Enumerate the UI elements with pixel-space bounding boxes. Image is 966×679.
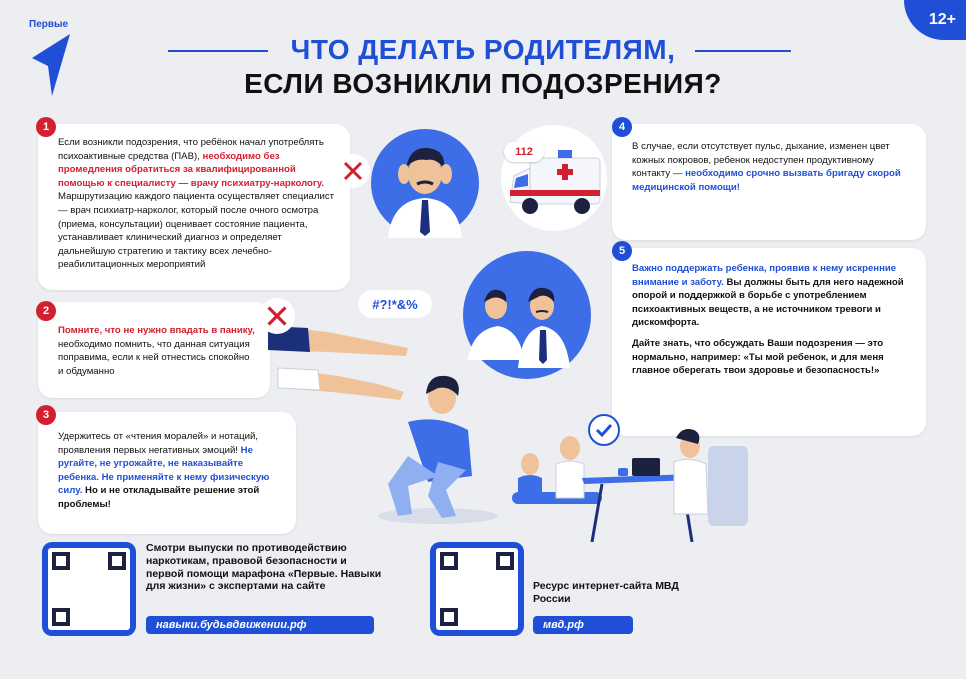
step-3-number: 3	[36, 405, 56, 425]
mvd-text: Ресурс интернет-сайта МВД России	[533, 580, 679, 605]
cross-mark-icon-2	[258, 297, 296, 335]
page-title-line1: ЧТО ДЕЛАТЬ РОДИТЕЛЯМ,	[290, 34, 676, 65]
page-title-line2: ЕСЛИ ВОЗНИКЛИ ПОДОЗРЕНИЯ?	[244, 68, 722, 99]
emergency-number: 112	[515, 146, 533, 158]
step-1-text-a: Если возникли подозрения, что ребёнок начал употреблять психоактивные средства (ПАВ),	[58, 137, 324, 162]
mvd-site-link[interactable]: мвд.рф	[533, 616, 633, 634]
step-2-card	[38, 302, 270, 398]
step-2-text: необходимо помнить, что данная ситуация поправима, если к ней отнестись спокойно и обдуманно	[58, 338, 250, 377]
step-1-text-highlight: необходимо без промедления обратиться за квалифицированной помощью к специалисту — врачу психиатру-наркологу.	[58, 150, 325, 189]
sad-teen-illustration	[368, 366, 498, 528]
step-3-card	[38, 412, 296, 534]
step-4-text: В случае, если отсутствует пульс, дыхание, изменен цвет кожных покровов, ребенок недоступен продуктивному контакту —	[632, 141, 890, 180]
navyki-site-link[interactable]: навыки.будьвдвижении.рф	[146, 616, 374, 634]
step-4-text-highlight: необходимо срочно вызвать бригаду скорой медицинской помощи!	[632, 168, 901, 193]
logo-text: Первые	[29, 19, 69, 30]
emergency-number-badge	[504, 142, 544, 162]
step-5-text-highlight: Важно поддержать ребенка, проявив к нему искренние внимание и заботу.	[632, 263, 897, 288]
qr-corner-tl	[52, 552, 70, 570]
step-3-text-a: Удержитесь от «чтения моралей» и нотаций, проявления первых негативных эмоций!	[58, 431, 258, 456]
qr2-corner-tr	[496, 552, 514, 570]
step-2-text-highlight: Помните, что не нужно впадать в панику,	[58, 325, 255, 336]
qr2-corner-bl	[440, 608, 458, 626]
clinic-consultation-illustration	[512, 418, 762, 542]
cross-mark-icon	[335, 153, 371, 189]
qr2-corner-tl	[440, 552, 458, 570]
qr-corner-bl	[52, 608, 70, 626]
step-2-number: 2	[36, 301, 56, 321]
step-5-text-b: Дайте знать, что обсуждать Ваши подозрения — это нормально, например: «Ты мой ребенок, и для меня главное оберегать твои здоровье и безопасность!»	[632, 338, 884, 377]
parent-child-conversation-illustration	[462, 250, 592, 380]
step-5-card	[612, 248, 926, 436]
step-5-number: 5	[612, 241, 632, 261]
qr-code-navyki[interactable]	[42, 542, 136, 636]
step-3-text-b: Но и не откладывайте решение этой проблемы!	[58, 485, 260, 511]
swear-speech-bubble	[358, 290, 432, 318]
swear-symbols: #?!*&%	[372, 296, 418, 312]
step-4-number: 4	[612, 117, 632, 137]
step-4-card	[612, 124, 926, 240]
step-3-text-highlight: Не ругайте, не угрожайте, не наказывайте ребенка. Не применяйте к нему физическую силу.	[58, 444, 270, 497]
ambulance-illustration	[500, 124, 608, 232]
worried-father-illustration	[370, 128, 480, 238]
promo-text: Смотри выпуски по противодействию наркотикам, правовой безопасности и первой помощи марафона «Первые. Навыки для жизни» с экспертами на сайте	[146, 542, 382, 593]
age-rating-badge: 12+	[904, 0, 966, 40]
checkmark-icon	[588, 414, 620, 446]
step-1-number: 1	[36, 117, 56, 137]
step-1-text-b: Маршрутизацию каждого пациента осуществляет специалист — врач психиатр-нарколог, который после очного осмотра (приема, консультации) оценивает состояние пациента, устанавливает клинический диагноз и определяет дальнейшую стратегию и тактику всех лечебно-реабилитационных мероприятий	[58, 191, 335, 271]
step-1-card	[38, 124, 350, 290]
qr-code-mvd[interactable]	[430, 542, 524, 636]
step-5-text-a: Вы должны быть для него надежной опорой и поддержкой в борьбе с употреблением психоактивных веществ, а не источником тревоги и дискомфорта.	[632, 276, 904, 329]
qr-corner-tr	[108, 552, 126, 570]
